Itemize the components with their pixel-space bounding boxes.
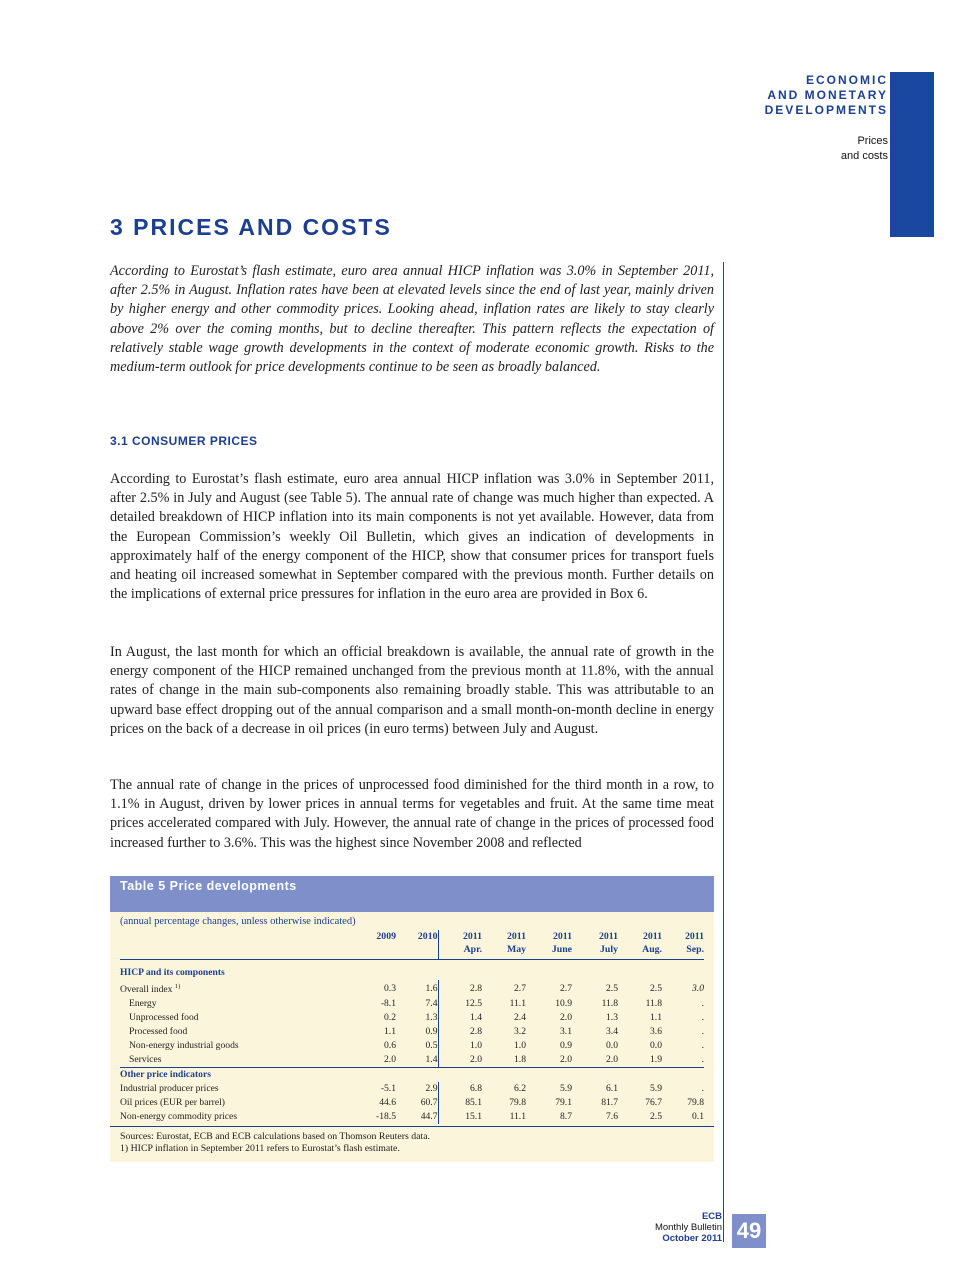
table-title: Table 5 Price developments — [110, 876, 714, 912]
table-cell: 44.6 — [379, 1097, 396, 1109]
sources-text: Sources: Eurostat, ECB and ECB calculations based on Thomson Reuters data. — [120, 1131, 430, 1142]
table-cell: 7.6 — [606, 1111, 618, 1123]
column-header: 2011 — [552, 931, 572, 942]
table-cell: 6.8 — [438, 1082, 482, 1096]
table-cell: 1.1 — [650, 1012, 662, 1024]
table-cell: 0.0 — [650, 1040, 662, 1052]
table-cell: 2.7 — [560, 982, 572, 994]
body-paragraph: The annual rate of change in the prices of unprocessed food diminished for the third month in a row, to 1.1% in August, driven by lower prices in annual terms for vegetables and fruit. At the same time meat prices accelerated compared with July. However, the annual rate of change in the prices of processed food increased further to 3.6%. This was the highest since November 2008 and reflected — [110, 777, 714, 851]
table-cell: . — [701, 1040, 704, 1052]
page-number: 49 — [732, 1214, 766, 1248]
column-header: 2011 — [642, 931, 662, 942]
footnote-text: 1) HICP inflation in September 2011 refers to Eurostat’s flash estimate. — [120, 1143, 400, 1154]
table-cell: -18.5 — [376, 1111, 396, 1123]
table-cell: 2.0 — [438, 1053, 482, 1068]
table-cell: 0.9 — [425, 1026, 438, 1038]
margin-rule — [723, 262, 724, 1242]
group-label: HICP and its components — [120, 967, 225, 978]
table-cell: 0.0 — [606, 1040, 618, 1052]
body-paragraph: In August, the last month for which an official breakdown is available, the annual rate of growth in the energy component of the HICP remained unchanged from the previous month at 11.8%, with the annual rates of change in the main sub-components also remaining broadly stable. This was attributable to an upward base effect dropping out of the annual comparison and a small month-on-month decline in energy prices on the back of a decrease in oil prices (in euro terms) between July and August. — [110, 644, 714, 737]
table-cell: -5.1 — [380, 1083, 396, 1095]
table-cell: 3.6 — [650, 1026, 662, 1038]
table-cell: 81.7 — [601, 1097, 618, 1109]
table-note: (annual percentage changes, unless otherwise indicated) — [120, 916, 356, 927]
running-header-subsection — [841, 134, 888, 164]
table-cell: 79.8 — [509, 1097, 526, 1109]
table-cell: 79.8 — [687, 1097, 704, 1109]
table-cell: 2.5 — [650, 982, 662, 994]
table-cell: 3.1 — [560, 1026, 572, 1038]
table-cell: . — [701, 1083, 704, 1095]
table-cell: 3.4 — [606, 1026, 618, 1038]
column-header: 2011 — [506, 931, 526, 942]
table-cell: 2.7 — [514, 982, 526, 994]
subheader-line: Prices — [857, 135, 888, 147]
table-cell: 2.5 — [650, 1111, 662, 1123]
table-cell: 1.3 — [606, 1012, 618, 1024]
row-label: Processed food — [129, 1026, 188, 1038]
footer-ecb: ECB — [701, 1211, 722, 1222]
table-row — [120, 1110, 704, 1124]
table-cell: 7.4 — [425, 998, 438, 1010]
table-cell: 0.1 — [692, 1111, 704, 1123]
header-line: AND MONETARY — [767, 88, 888, 102]
column-subheader: May — [482, 943, 526, 960]
column-subheader — [396, 943, 438, 960]
row-label: Oil prices (EUR per barrel) — [120, 1097, 225, 1109]
table-cell: 1.3 — [425, 1012, 438, 1024]
footer-publication: Monthly Bulletin — [654, 1222, 722, 1233]
table-cell: 11.8 — [645, 998, 662, 1010]
table-cell: 11.1 — [509, 998, 526, 1010]
table-cell: . — [701, 1026, 704, 1038]
table-cell: 2.0 — [560, 1054, 572, 1066]
table-cell: 2.9 — [425, 1083, 438, 1095]
table-group-heading — [120, 1068, 704, 1083]
row-label: Non-energy commodity prices — [120, 1111, 238, 1123]
table-cell: 1.0 — [438, 1039, 482, 1053]
table-cell: 0.2 — [384, 1012, 396, 1024]
table-cell: 85.1 — [438, 1096, 482, 1110]
table-cell: 2.5 — [606, 982, 618, 994]
table-row — [120, 1082, 704, 1096]
table-cell: 2.4 — [514, 1012, 526, 1024]
table-cell: 5.9 — [650, 1083, 662, 1095]
table-group-heading — [120, 960, 704, 981]
column-subheader: Apr. — [438, 943, 482, 960]
row-label: Industrial producer prices — [120, 1083, 219, 1095]
chapter-summary: According to Eurostat’s flash estimate, euro area annual HICP inflation was 3.0% in September 2011, after 2.5% in August. Inflation rates have been at elevated levels since the end of last year, mainly driven by higher energy and other commodity prices. Looking ahead, inflation rates are likely to stay clearly above 2% over the coming months, but to decline thereafter. This pattern reflects the expectation of relatively stable wage growth developments in the context of moderate economic growth. Risks to the medium-term outlook for price developments continue to be seen as broadly balanced. — [110, 263, 714, 376]
column-header: 2011 — [438, 930, 482, 943]
table-cell: 0.6 — [384, 1040, 396, 1052]
table-cell: 11.1 — [509, 1111, 526, 1123]
subheader-line: and costs — [840, 150, 888, 162]
row-label: Non-energy industrial goods — [129, 1040, 239, 1052]
table-cell: 5.9 — [560, 1083, 572, 1095]
table-cell: 1.4 — [425, 1054, 438, 1066]
table-bottom-rule — [110, 1126, 714, 1127]
column-header: 2011 — [598, 931, 618, 942]
column-header: 2009 — [376, 931, 396, 942]
column-subheader — [356, 943, 396, 960]
table-row — [120, 1011, 704, 1025]
body-paragraph: According to Eurostat’s flash estimate, euro area annual HICP inflation was 3.0% in September 2011, after 2.5% in July and August (see Table 5). The annual rate of change was much higher than expected. A detailed breakdown of HICP inflation into its main components is not yet available. However, data from the European Commission’s weekly Oil Bulletin, which gives an indication of developments in approximately half of the energy component of the HICP, show that consumer prices for transport fuels and heating oil increased somewhat in September compared with the previous month. Further details on the implications of external price pressures for inflation in the euro area are provided in Box 6. — [110, 471, 714, 603]
table-cell: 1.4 — [438, 1011, 482, 1025]
table-cell: 6.2 — [514, 1083, 526, 1095]
table-cell: 1.6 — [425, 982, 438, 994]
table-row — [120, 980, 704, 997]
table-row — [120, 1025, 704, 1039]
chapter-title: 3 PRICES AND COSTS — [110, 214, 392, 240]
page-footer — [655, 1211, 722, 1244]
table-cell: 2.0 — [560, 1012, 572, 1024]
table-cell: 2.0 — [606, 1054, 618, 1066]
table-cell: 1.1 — [384, 1026, 396, 1038]
header-line: ECONOMIC — [806, 73, 888, 87]
table-row — [120, 997, 704, 1011]
table-cell: 2.8 — [438, 980, 482, 997]
table-cell: . — [701, 998, 704, 1010]
table-cell: 8.7 — [560, 1111, 572, 1123]
table-cell: 1.0 — [514, 1040, 526, 1052]
price-developments-table — [110, 876, 714, 1162]
table-row — [120, 1039, 704, 1053]
table-sources — [120, 1131, 430, 1155]
column-month-row — [120, 943, 704, 960]
table-cell: 1.9 — [650, 1054, 662, 1066]
column-subheader: June — [526, 943, 572, 960]
table-cell: 44.7 — [420, 1111, 438, 1123]
table-cell: 11.8 — [601, 998, 618, 1010]
row-label: Overall index $^{1)}$ — [120, 983, 181, 996]
table-cell: 3.0 — [692, 982, 704, 994]
row-label: Energy — [129, 998, 157, 1010]
column-subheader: Sep. — [662, 943, 704, 960]
footer-issue: October 2011 — [662, 1233, 722, 1244]
column-header: 2011 — [684, 931, 704, 942]
section-heading: 3.1 CONSUMER PRICES — [110, 434, 258, 448]
table-cell: 0.3 — [384, 982, 396, 994]
data-table — [120, 930, 704, 1124]
row-label: Unprocessed food — [129, 1012, 199, 1024]
table-row — [120, 1096, 704, 1110]
table-cell: 76.7 — [645, 1097, 662, 1109]
column-subheader: July — [572, 943, 618, 960]
group-label: Other price indicators — [120, 1068, 704, 1083]
table-cell: 1.8 — [514, 1054, 526, 1066]
table-cell: 6.1 — [606, 1083, 618, 1095]
table-cell: 10.9 — [555, 998, 572, 1010]
table-cell: . — [701, 1012, 704, 1024]
table-cell: 2.8 — [438, 1025, 482, 1039]
table-cell: -8.1 — [380, 998, 396, 1010]
column-year-row — [120, 930, 704, 943]
table-cell: 0.5 — [425, 1040, 438, 1052]
table-cell: 3.2 — [514, 1026, 526, 1038]
running-header-section — [765, 73, 888, 118]
footnote-marker: 1) — [174, 983, 181, 990]
column-subheader: Aug. — [618, 943, 662, 960]
table-cell: . — [701, 1054, 704, 1066]
table-cell: 12.5 — [438, 997, 482, 1011]
table-cell: 15.1 — [438, 1110, 482, 1124]
section-tab-bar — [890, 72, 934, 237]
table-cell: 60.7 — [420, 1097, 438, 1109]
column-header: 2010 — [417, 931, 438, 942]
table-cell: 2.0 — [384, 1054, 396, 1066]
header-line: DEVELOPMENTS — [764, 103, 888, 117]
table-cell: 79.1 — [555, 1097, 572, 1109]
table-row — [120, 1053, 704, 1068]
table-cell: 0.9 — [560, 1040, 572, 1052]
row-label: Services — [129, 1054, 162, 1066]
